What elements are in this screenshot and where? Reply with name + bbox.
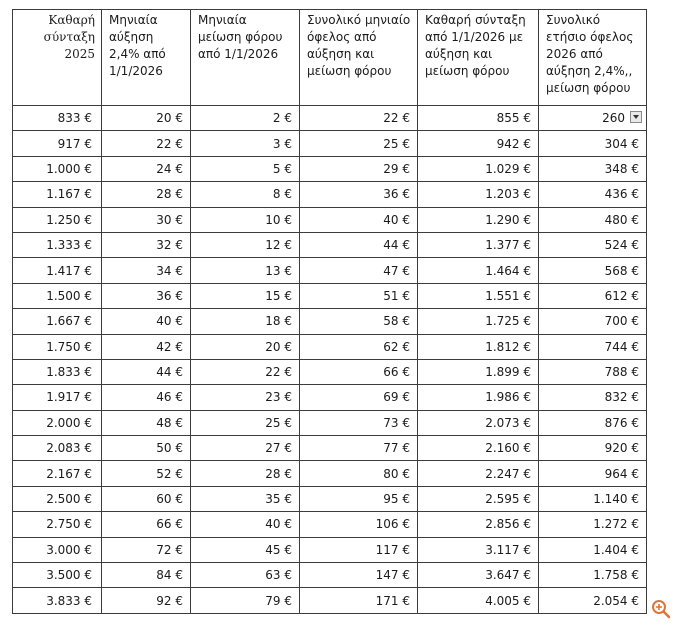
cell-net-pension-2025: 1.250 € xyxy=(13,207,102,232)
cell-total-annual-benefit: 964 € xyxy=(539,461,647,486)
table-row xyxy=(13,385,647,410)
cell-monthly-increase: 22 € xyxy=(102,131,191,156)
table-row xyxy=(13,512,647,537)
cell-net-pension-2025: 1.750 € xyxy=(13,334,102,359)
cell-net-pension-2025: 3.500 € xyxy=(13,563,102,588)
table-row xyxy=(13,436,647,461)
cell-net-pension-2026: 2.247 € xyxy=(418,461,539,486)
cell-monthly-increase: 92 € xyxy=(102,588,191,613)
cell-monthly-tax-reduction: 10 € xyxy=(191,207,300,232)
cell-monthly-tax-reduction: 20 € xyxy=(191,334,300,359)
cell-monthly-increase: 32 € xyxy=(102,232,191,257)
cell-total-monthly-benefit: 73 € xyxy=(300,410,418,435)
table-row xyxy=(13,334,647,359)
cell-net-pension-2026: 1.551 € xyxy=(418,283,539,308)
table-row xyxy=(13,106,647,131)
cell-total-annual-benefit: 788 € xyxy=(539,359,647,384)
cell-total-annual-benefit: 480 € xyxy=(539,207,647,232)
column-header-total-annual-benefit: Συνολικό ετήσιο όφελος 2026 από αύξηση 2,4%,, μείωση φόρου xyxy=(539,10,647,106)
table-row xyxy=(13,461,647,486)
cell-monthly-tax-reduction: 63 € xyxy=(191,563,300,588)
cell-net-pension-2025: 1.917 € xyxy=(13,385,102,410)
table-row xyxy=(13,537,647,562)
cell-monthly-increase: 60 € xyxy=(102,486,191,511)
cell-total-monthly-benefit: 29 € xyxy=(300,156,418,181)
cell-total-monthly-benefit: 66 € xyxy=(300,359,418,384)
cell-monthly-tax-reduction: 45 € xyxy=(191,537,300,562)
cell-net-pension-2026: 1.899 € xyxy=(418,359,539,384)
cell-monthly-tax-reduction: 5 € xyxy=(191,156,300,181)
table-row xyxy=(13,156,647,181)
cell-total-monthly-benefit: 36 € xyxy=(300,182,418,207)
table-row xyxy=(13,410,647,435)
cell-net-pension-2026: 1.290 € xyxy=(418,207,539,232)
table-row xyxy=(13,588,647,613)
cell-monthly-tax-reduction: 28 € xyxy=(191,461,300,486)
table-row xyxy=(13,207,647,232)
cell-monthly-increase: 36 € xyxy=(102,283,191,308)
chevron-down-icon[interactable] xyxy=(630,111,642,123)
cell-monthly-increase: 20 € xyxy=(102,106,191,131)
cell-net-pension-2026: 1.812 € xyxy=(418,334,539,359)
cell-monthly-increase: 72 € xyxy=(102,537,191,562)
cell-monthly-tax-reduction: 22 € xyxy=(191,359,300,384)
cell-net-pension-2026: 1.377 € xyxy=(418,232,539,257)
cell-net-pension-2025: 1.500 € xyxy=(13,283,102,308)
cell-net-pension-2026: 1.203 € xyxy=(418,182,539,207)
cell-monthly-tax-reduction: 12 € xyxy=(191,232,300,257)
cell-net-pension-2025: 1.000 € xyxy=(13,156,102,181)
cell-monthly-tax-reduction: 40 € xyxy=(191,512,300,537)
cell-monthly-tax-reduction: 79 € xyxy=(191,588,300,613)
cell-net-pension-2026: 1.029 € xyxy=(418,156,539,181)
cell-net-pension-2025: 833 € xyxy=(13,106,102,131)
cell-total-annual-benefit: 700 € xyxy=(539,309,647,334)
cell-net-pension-2026: 942 € xyxy=(418,131,539,156)
cell-net-pension-2025: 2.083 € xyxy=(13,436,102,461)
cell-net-pension-2026: 2.073 € xyxy=(418,410,539,435)
cell-total-annual-benefit xyxy=(539,106,647,131)
cell-total-monthly-benefit: 77 € xyxy=(300,436,418,461)
cell-monthly-tax-reduction: 18 € xyxy=(191,309,300,334)
cell-total-monthly-benefit: 106 € xyxy=(300,512,418,537)
cell-total-annual-benefit: 436 € xyxy=(539,182,647,207)
table-row xyxy=(13,486,647,511)
cell-total-monthly-benefit: 22 € xyxy=(300,106,418,131)
cell-total-monthly-benefit: 171 € xyxy=(300,588,418,613)
cell-total-monthly-benefit: 95 € xyxy=(300,486,418,511)
cell-net-pension-2026: 2.856 € xyxy=(418,512,539,537)
table-row xyxy=(13,309,647,334)
cell-net-pension-2025: 1.833 € xyxy=(13,359,102,384)
cell-monthly-increase: 34 € xyxy=(102,258,191,283)
cell-net-pension-2026: 1.986 € xyxy=(418,385,539,410)
cell-total-monthly-benefit: 47 € xyxy=(300,258,418,283)
cell-net-pension-2026: 3.647 € xyxy=(418,563,539,588)
cell-monthly-tax-reduction: 8 € xyxy=(191,182,300,207)
zoom-in-icon[interactable] xyxy=(651,599,671,619)
cell-total-annual-benefit: 1.272 € xyxy=(539,512,647,537)
cell-net-pension-2025: 2.500 € xyxy=(13,486,102,511)
cell-net-pension-2025: 1.333 € xyxy=(13,232,102,257)
table-row xyxy=(13,563,647,588)
cell-monthly-increase: 42 € xyxy=(102,334,191,359)
cell-total-monthly-benefit: 69 € xyxy=(300,385,418,410)
cell-total-annual-benefit: 876 € xyxy=(539,410,647,435)
cell-net-pension-2026: 3.117 € xyxy=(418,537,539,562)
cell-net-pension-2025: 917 € xyxy=(13,131,102,156)
table-row xyxy=(13,258,647,283)
cell-total-annual-benefit: 1.140 € xyxy=(539,486,647,511)
cell-monthly-increase: 52 € xyxy=(102,461,191,486)
cell-total-monthly-benefit: 25 € xyxy=(300,131,418,156)
cell-monthly-increase: 66 € xyxy=(102,512,191,537)
table-row xyxy=(13,283,647,308)
cell-monthly-tax-reduction: 35 € xyxy=(191,486,300,511)
cell-monthly-tax-reduction: 27 € xyxy=(191,436,300,461)
column-header-net-pension-2025: Καθαρή σύνταξη 2025 xyxy=(13,10,102,106)
cell-monthly-tax-reduction: 13 € xyxy=(191,258,300,283)
cell-net-pension-2026: 2.160 € xyxy=(418,436,539,461)
cell-total-annual-benefit: 524 € xyxy=(539,232,647,257)
cell-total-annual-benefit: 920 € xyxy=(539,436,647,461)
table-row xyxy=(13,359,647,384)
cell-net-pension-2026: 2.595 € xyxy=(418,486,539,511)
column-header-net-pension-2026: Καθαρή σύνταξη από 1/1/2026 με αύξηση και μείωση φόρου xyxy=(418,10,539,106)
cell-total-annual-benefit: 1.404 € xyxy=(539,537,647,562)
cell-monthly-tax-reduction: 2 € xyxy=(191,106,300,131)
table-row xyxy=(13,232,647,257)
cell-total-annual-benefit: 568 € xyxy=(539,258,647,283)
column-header-total-monthly-benefit: Συνολικό μηνιαίο όφελος από αύξηση και μείωση φόρου xyxy=(300,10,418,106)
cell-monthly-increase: 40 € xyxy=(102,309,191,334)
table-row xyxy=(13,131,647,156)
cell-total-annual-benefit: 304 € xyxy=(539,131,647,156)
cell-total-annual-benefit: 348 € xyxy=(539,156,647,181)
cell-net-pension-2025: 1.167 € xyxy=(13,182,102,207)
cell-monthly-tax-reduction: 15 € xyxy=(191,283,300,308)
cell-total-monthly-benefit: 58 € xyxy=(300,309,418,334)
cell-monthly-increase: 46 € xyxy=(102,385,191,410)
cell-net-pension-2025: 2.750 € xyxy=(13,512,102,537)
cell-monthly-increase: 84 € xyxy=(102,563,191,588)
pension-table xyxy=(12,9,647,614)
cell-total-monthly-benefit: 62 € xyxy=(300,334,418,359)
cell-total-monthly-benefit: 40 € xyxy=(300,207,418,232)
cell-total-annual-benefit: 832 € xyxy=(539,385,647,410)
cell-total-monthly-benefit: 44 € xyxy=(300,232,418,257)
cell-net-pension-2025: 2.167 € xyxy=(13,461,102,486)
cell-net-pension-2025: 3.833 € xyxy=(13,588,102,613)
cell-monthly-increase: 44 € xyxy=(102,359,191,384)
column-header-monthly-tax-reduction: Μηνιαία μείωση φόρου από 1/1/2026 xyxy=(191,10,300,106)
cell-net-pension-2025: 3.000 € xyxy=(13,537,102,562)
cell-net-pension-2025: 1.417 € xyxy=(13,258,102,283)
header-row xyxy=(13,10,647,106)
cell-total-annual-benefit: 2.054 € xyxy=(539,588,647,613)
cell-net-pension-2026: 855 € xyxy=(418,106,539,131)
cell-value: 260 xyxy=(602,111,625,126)
cell-total-annual-benefit: 1.758 € xyxy=(539,563,647,588)
cell-monthly-increase: 24 € xyxy=(102,156,191,181)
table-row xyxy=(13,182,647,207)
cell-monthly-increase: 30 € xyxy=(102,207,191,232)
cell-monthly-tax-reduction: 25 € xyxy=(191,410,300,435)
cell-total-annual-benefit: 612 € xyxy=(539,283,647,308)
cell-net-pension-2026: 1.725 € xyxy=(418,309,539,334)
cell-net-pension-2025: 2.000 € xyxy=(13,410,102,435)
cell-monthly-increase: 50 € xyxy=(102,436,191,461)
column-header-monthly-increase: Μηνιαία αύξηση 2,4% από 1/1/2026 xyxy=(102,10,191,106)
cell-total-monthly-benefit: 51 € xyxy=(300,283,418,308)
cell-total-monthly-benefit: 117 € xyxy=(300,537,418,562)
cell-monthly-tax-reduction: 3 € xyxy=(191,131,300,156)
cell-net-pension-2026: 1.464 € xyxy=(418,258,539,283)
cell-monthly-increase: 48 € xyxy=(102,410,191,435)
cell-monthly-increase: 28 € xyxy=(102,182,191,207)
cell-total-monthly-benefit: 80 € xyxy=(300,461,418,486)
cell-net-pension-2025: 1.667 € xyxy=(13,309,102,334)
cell-total-annual-benefit: 744 € xyxy=(539,334,647,359)
cell-total-monthly-benefit: 147 € xyxy=(300,563,418,588)
cell-monthly-tax-reduction: 23 € xyxy=(191,385,300,410)
cell-net-pension-2026: 4.005 € xyxy=(418,588,539,613)
